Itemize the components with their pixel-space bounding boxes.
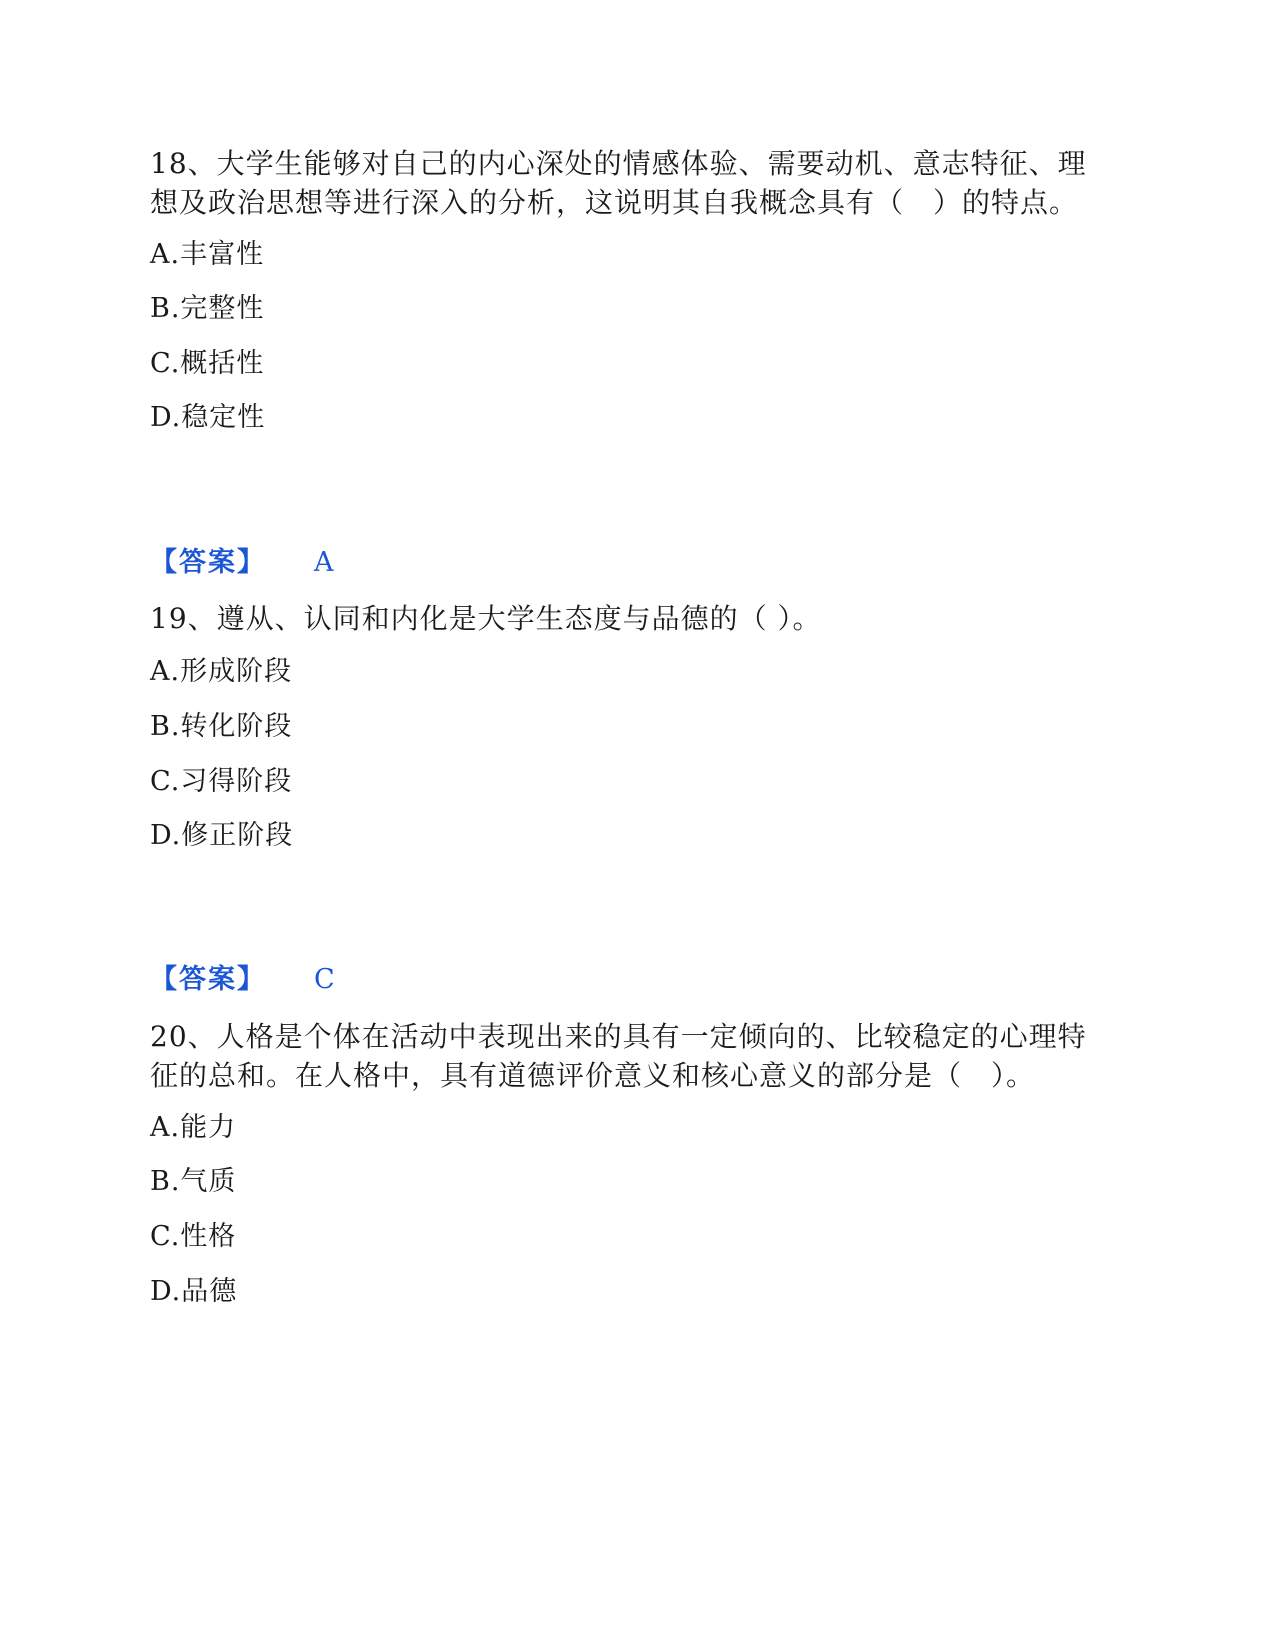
question-18-option-b: B.完整性 — [150, 293, 265, 324]
question-19-text: 19、遵从、认同和内化是大学生态度与品德的（ ）。 — [150, 602, 822, 635]
question-20-text: 20、人格是个体在活动中表现出来的具有一定倾向的、比较稳定的心理特征的总和。在人格中，具有道德评价意义和核心意义的部分是（ ）。 — [150, 1020, 1087, 1092]
answer-label: 【答案】 — [150, 547, 266, 578]
answer-value: A — [314, 547, 334, 578]
question-20-option-c: C.性格 — [150, 1221, 237, 1252]
question-18-text: 18、大学生能够对自己的内心深处的情感体验、需要动机、意志特征、理想及政治思想等进行深入的分析，这说明其自我概念具有（ ）的特点。 — [150, 147, 1087, 219]
question-19-option-b: B.转化阶段 — [150, 711, 293, 742]
question-20-option-d: D.品德 — [150, 1276, 238, 1307]
question-18-option-c: C.概括性 — [150, 348, 265, 379]
answer-label: 【答案】 — [150, 964, 266, 995]
question-18-option-a: A.丰富性 — [150, 239, 265, 270]
question-18-option-d: D.稳定性 — [150, 402, 266, 433]
question-19-option-a: A.形成阶段 — [150, 656, 293, 687]
question-18-answer — [150, 545, 334, 581]
question-19-answer — [150, 962, 335, 998]
question-19-option-c: C.习得阶段 — [150, 766, 293, 797]
question-20-option-a: A.能力 — [150, 1112, 237, 1143]
question-19-option-d: D.修正阶段 — [150, 820, 294, 851]
question-20-option-b: B.气质 — [150, 1166, 237, 1197]
answer-value: C — [314, 964, 335, 995]
